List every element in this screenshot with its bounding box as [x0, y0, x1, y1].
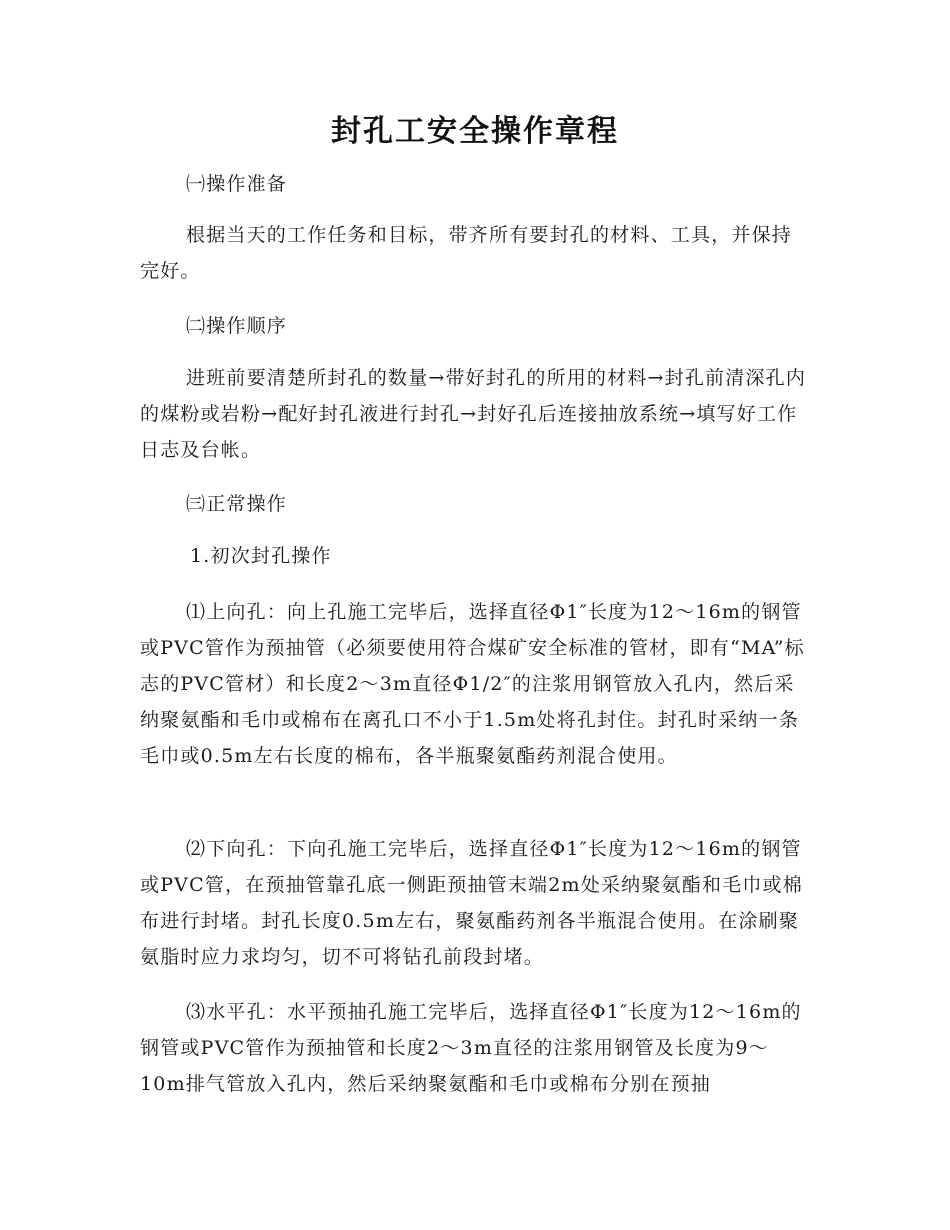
document-title: 封孔工安全操作章程	[331, 114, 619, 149]
section-heading-preparation: ㈠操作准备	[186, 173, 288, 195]
subheading-initial-sealing: 1.初次封孔操作	[190, 545, 332, 567]
paragraph-horizontal-hole: ⑶水平孔：水平预抽孔施工完毕后，选择直径Φ1″长度为12～16m的钢管或PVC管作为预抽管和长度2～3m直径的注浆用钢管及长度为9～10m排气管放入孔内，然后采纳聚氨酯和毛巾或棉布分别在预抽	[140, 1001, 802, 1095]
paragraph-downward-hole: ⑵下向孔：下向孔施工完毕后，选择直径Φ1″长度为12～16m的钢管或PVC管，在预抽管靠孔底一侧距预抽管末端2m处采纳聚氨酯和毛巾或棉布进行封堵。封孔长度0.5m左右，聚氨酯药剂各半瓶混合使用。在涂刷聚氨脂时应力求均匀，切不可将钻孔前段封堵。	[140, 838, 803, 968]
paragraph-sequence: 进班前要清楚所封孔的数量→带好封孔的所用的材料→封孔前清深孔内的煤粉或岩粉→配好封孔液进行封孔→封好孔后连接抽放系统→填写好工作日志及台帐。	[140, 367, 807, 461]
paragraph-upward-hole: ⑴上向孔：向上孔施工完毕后，选择直径Φ1″长度为12～16m的钢管或PVC管作为预抽管（必须要使用符合煤矿安全标准的管材，即有“MA”标志的PVC管材）和长度2～3m直径Φ1/2″的注浆用钢管放入孔内，然后采纳聚氨酯和毛巾或棉布在离孔口不小于1.5m处将孔封住。封孔时采纳一条毛巾或0.5m左右长度的棉布，各半瓶聚氨酯药剂混合使用。	[140, 601, 805, 767]
section-heading-sequence: ㈡操作顺序	[186, 315, 288, 337]
section-heading-normal-operation: ㈢正常操作	[186, 493, 288, 515]
paragraph-preparation: 根据当天的工作任务和目标，带齐所有要封孔的材料、工具，并保持完好。	[140, 224, 793, 282]
